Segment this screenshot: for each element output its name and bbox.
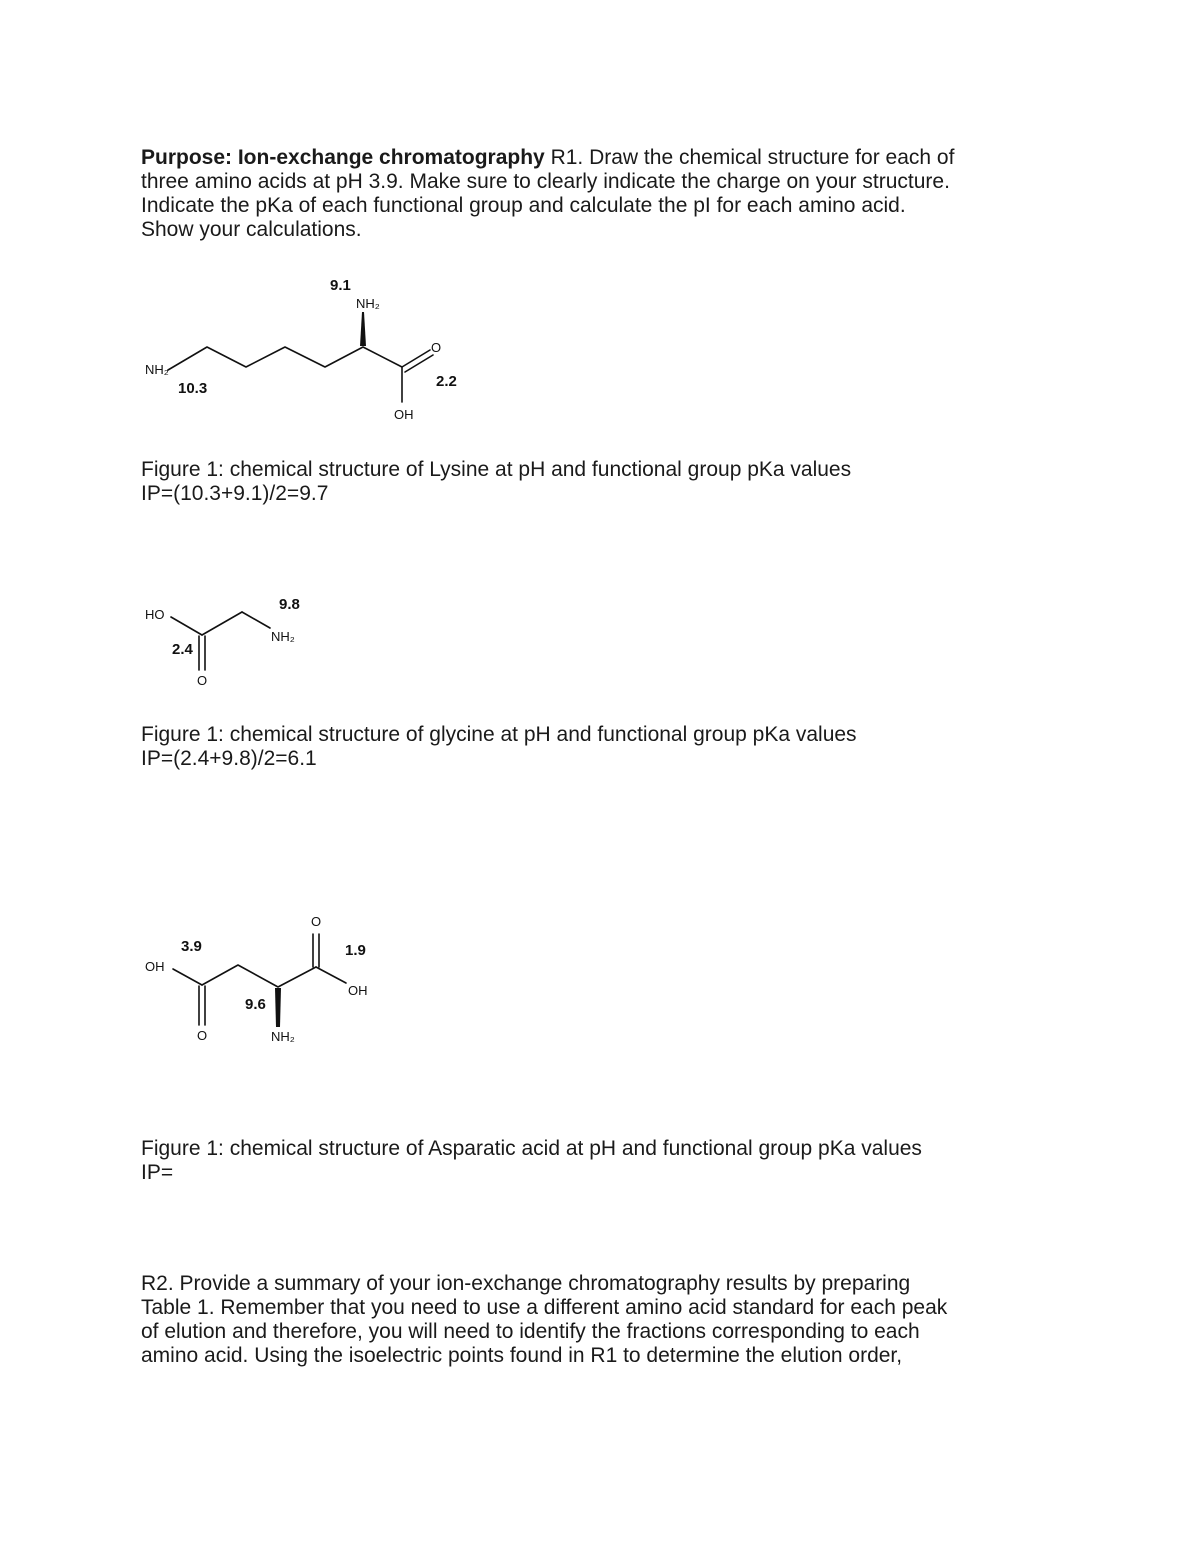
r2-line-1: R2. Provide a summary of your ion-exchange chromatography results by preparing bbox=[141, 1272, 911, 1295]
aspartic-chain-bonds bbox=[202, 965, 316, 987]
lysine-carbonyl-o: O bbox=[431, 340, 442, 355]
glycine-pka-amine: 9.8 bbox=[279, 596, 300, 613]
lysine-caption-block bbox=[141, 458, 1071, 506]
lysine-structure bbox=[140, 270, 480, 430]
aspartic-svg bbox=[140, 912, 400, 1052]
r2-line-2: Table 1. Remember that you need to use a different amino acid standard for each peak bbox=[141, 1296, 948, 1319]
intro-line-4: Show your calculations. bbox=[141, 218, 362, 241]
glycine-carbonyl-o: O bbox=[197, 673, 208, 688]
lysine-wedge-bond bbox=[360, 312, 366, 346]
lysine-pka-alpha: 9.1 bbox=[330, 277, 351, 294]
intro-line-2: three amino acids at pH 3.9. Make sure to clearly indicate the charge on your structure. bbox=[141, 170, 950, 193]
lysine-pka-side: 10.3 bbox=[178, 380, 208, 397]
glycine-pka-carboxyl: 2.4 bbox=[172, 641, 193, 658]
intro-line-3: Indicate the pKa of each functional group and calculate the pI for each amino acid. bbox=[141, 194, 906, 217]
aspartic-pka-carboxyl: 1.9 bbox=[345, 942, 366, 959]
aspartic-caption-block bbox=[141, 1137, 1071, 1185]
purpose-heading: Purpose: Ion-exchange chromatography bbox=[141, 146, 545, 169]
aspartic-caption: Figure 1: chemical structure of Asparatic acid at pH and functional group pKa values bbox=[141, 1137, 922, 1160]
aspartic-side-hydroxyl: OH bbox=[145, 959, 165, 974]
lysine-pka-carboxyl: 2.2 bbox=[436, 373, 457, 390]
lysine-chain-bonds bbox=[168, 347, 402, 370]
lysine-alpha-amine: NH₂ bbox=[356, 296, 380, 311]
intro-line-1-rest: R1. Draw the chemical structure for each of bbox=[544, 146, 955, 169]
glycine-ho-bond bbox=[171, 617, 202, 635]
glycine-cn-bond bbox=[242, 612, 270, 628]
lysine-calculation: IP=(10.3+9.1)/2=9.7 bbox=[141, 482, 329, 505]
aspartic-oh-bond bbox=[316, 967, 346, 983]
r2-paragraph bbox=[141, 1272, 1071, 1368]
aspartic-wedge-bond bbox=[275, 988, 281, 1027]
glycine-cc-bond bbox=[202, 612, 242, 635]
glycine-structure bbox=[140, 590, 340, 690]
aspartic-pka-side: 3.9 bbox=[181, 938, 202, 955]
lysine-hydroxyl: OH bbox=[394, 407, 414, 422]
lysine-svg bbox=[140, 270, 480, 430]
lysine-caption: Figure 1: chemical structure of Lysine at pH and functional group pKa values bbox=[141, 458, 852, 481]
glycine-amine: NH₂ bbox=[271, 629, 295, 644]
lysine-side-amine: NH₂ bbox=[145, 362, 169, 377]
glycine-caption-block bbox=[141, 723, 1071, 771]
aspartic-top-carbonyl-o: O bbox=[311, 914, 322, 929]
aspartic-pka-amine: 9.6 bbox=[245, 996, 266, 1013]
glycine-svg bbox=[140, 590, 340, 690]
aspartic-side-carbonyl-o: O bbox=[197, 1028, 208, 1043]
glycine-calculation: IP=(2.4+9.8)/2=6.1 bbox=[141, 747, 317, 770]
intro-line-1 bbox=[141, 146, 1071, 170]
glycine-hydroxyl: HO bbox=[145, 607, 165, 622]
aspartic-hydroxyl: OH bbox=[348, 983, 368, 998]
aspartic-amine: NH₂ bbox=[271, 1029, 295, 1044]
r2-line-3: of elution and therefore, you will need to identify the fractions corresponding to each bbox=[141, 1320, 920, 1343]
r2-line-4: amino acid. Using the isoelectric points found in R1 to determine the elution order, bbox=[141, 1344, 903, 1367]
aspartic-structure bbox=[140, 912, 400, 1052]
intro-paragraph bbox=[141, 146, 1071, 242]
aspartic-side-oh-bond bbox=[173, 969, 202, 985]
glycine-caption: Figure 1: chemical structure of glycine at pH and functional group pKa values bbox=[141, 723, 857, 746]
aspartic-calculation: IP= bbox=[141, 1161, 174, 1184]
